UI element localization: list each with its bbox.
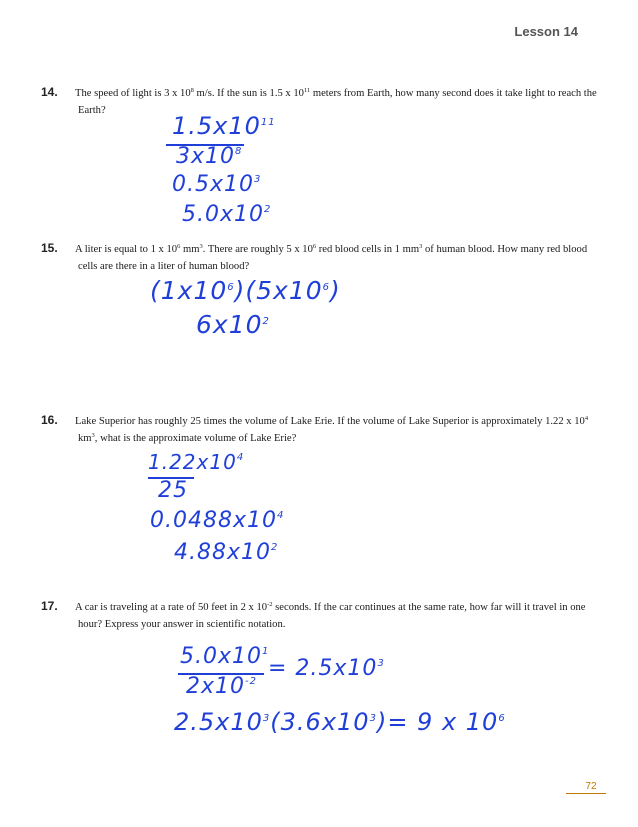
problem-number: 14.	[41, 85, 58, 99]
problem-15	[41, 240, 600, 275]
problem-14-text: 14. The speed of light is 3 x $10^8$ m/s. If the sun is 1.5 x $10^{11}$ meters from Earth, how many second does it take light to reach the Earth?	[41, 85, 597, 116]
problem-16	[41, 412, 600, 447]
p14-step-1: $0.5x10^3$	[172, 172, 262, 197]
problem-number: 16.	[41, 413, 58, 427]
problem-14	[41, 84, 600, 119]
p16-denominator: 25	[158, 478, 188, 503]
p17-denominator: $2x10^{-2}$	[186, 674, 257, 699]
problem-number: 15.	[41, 241, 58, 255]
p14-step-2: $5.0x10^2$	[182, 202, 272, 227]
p16-step-1: $0.0488x10^4$	[150, 508, 285, 533]
problem-17-text: 17. A car is traveling at a rate of 50 feet in 2 x $10^{-2}$ seconds. If the car continues at the same rate, how far will it travel in one hour? Express your answer in scientific notation.	[41, 599, 586, 630]
problem-17	[41, 598, 600, 633]
p14-denominator: $3x10^8$	[176, 144, 243, 169]
lesson-header: Lesson 14	[514, 24, 578, 39]
p15-step-1: $(1x10^6)(5x10^6)$	[150, 276, 341, 305]
p14-numerator: $1.5x10^{11}$	[172, 112, 276, 140]
p17-equals-result: = $2.5x10^3$	[268, 656, 385, 681]
p16-step-2: $4.88x10^2$	[174, 540, 279, 565]
page-number-underline	[566, 793, 606, 794]
problem-15-text: 15. A liter is equal to 1 x $10^6$ $mm^3$. There are roughly 5 x $10^6$ red blood cells in 1 $mm^3$ of human blood. How many red blood cells are there in a liter of human blood?	[41, 241, 588, 272]
p17-step-2: $2.5x10^3(3.6x10^3)= 9$ x $10^6$	[174, 708, 506, 736]
page-number: 72	[585, 781, 597, 792]
p15-step-2: $6x10^2$	[196, 310, 270, 339]
problem-16-text: 16. Lake Superior has roughly 25 times the volume of Lake Erie. If the volume of Lake Superior is approximately 1.22 x $10^4$ $km^3$, what is the approximate volume of Lake Erie?	[41, 413, 589, 444]
problem-number: 17.	[41, 599, 58, 613]
p17-numerator: $5.0x10^1$	[180, 644, 270, 669]
p16-numerator: $1.22x10^4$	[148, 450, 245, 474]
